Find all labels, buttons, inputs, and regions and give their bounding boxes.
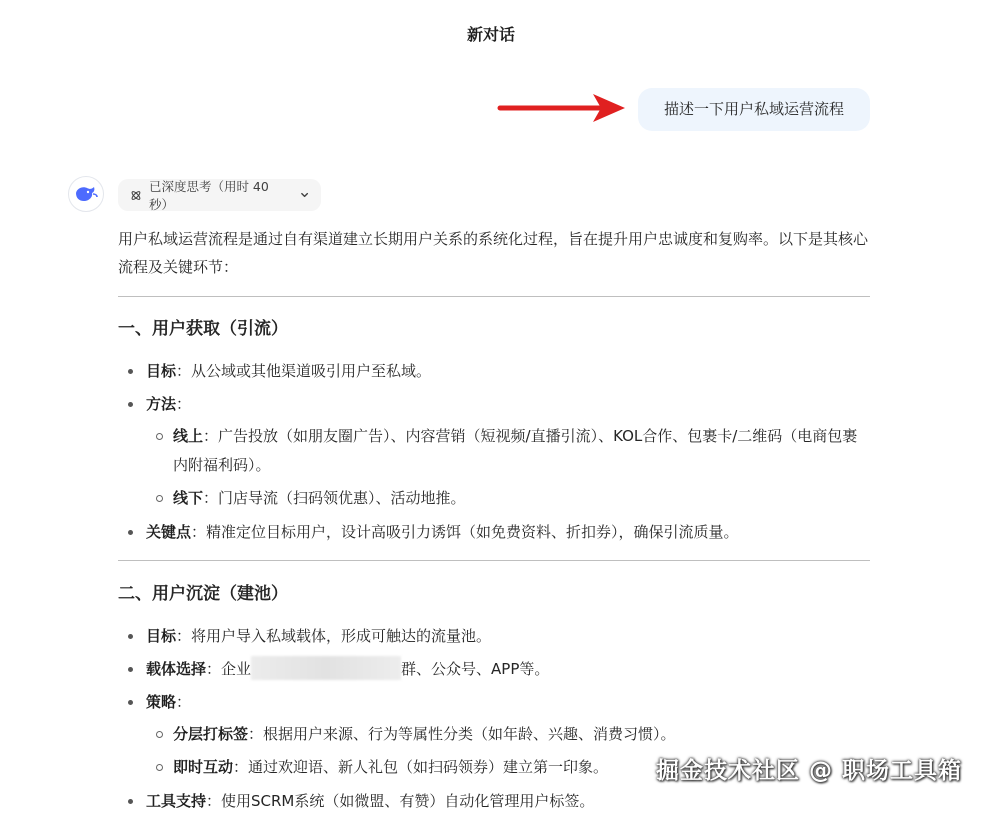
conversation-title: 新对话 <box>466 25 515 44</box>
atom-icon <box>130 189 142 202</box>
assistant-response <box>118 225 870 815</box>
response-intro: 用户私域运营流程是通过自有渠道建立长期用户关系的系统化过程，旨在提升用户忠诚度和复购率。以下是其核心流程及关键环节： <box>118 230 869 276</box>
deepseek-whale-icon <box>74 184 98 204</box>
watermark: 掘金技术社区 @ 职场工具箱 <box>655 758 962 784</box>
list-item: 关键点：精准定位目标用户，设计高吸引力诱饵（如免费资料、折扣券），确保引流质量。 <box>118 518 870 546</box>
list-item: 目标：从公域或其他渠道吸引用户至私域。 <box>118 357 870 385</box>
list-item: 载体选择：企业 群、公众号、APP等。 <box>118 655 870 683</box>
sub-list-item: 线下：门店导流（扫码领优惠）、活动地推。 <box>146 484 870 513</box>
section-heading: 二、用户沉淀（建池） <box>118 584 288 604</box>
list-item: 目标：将用户导入私域载体，形成可触达的流量池。 <box>118 622 870 650</box>
user-message-bubble: 描述一下用户私域运营流程 <box>638 88 870 131</box>
list-item: 策略： 分层打标签：根据用户来源、行为等属性分类（如年龄、兴趣、消费习惯）。 即时互动：通过欢迎语、新人礼包（如扫码领券）建立第一印象。 <box>118 688 870 782</box>
sub-list-item: 分层打标签：根据用户来源、行为等属性分类（如年龄、兴趣、消费习惯）。 <box>146 720 870 749</box>
list-item: 工具支持：使用SCRM系统（如微盟、有赞）自动化管理用户标签。 <box>118 787 870 815</box>
divider <box>118 296 870 297</box>
sub-list <box>146 422 870 513</box>
redacted-region <box>251 656 401 680</box>
sub-list-item: 线上：广告投放（如朋友圈广告）、内容营销（短视频/直播引流）、KOL合作、包裹卡/二维码（电商包裹内附福利码）。 <box>146 422 870 480</box>
sub-list-item: 即时互动：通过欢迎语、新人礼包（如扫码领券）建立第一印象。 <box>146 753 870 782</box>
section-heading: 一、用户获取（引流） <box>118 319 288 339</box>
section-list <box>118 357 870 546</box>
deep-thinking-toggle[interactable] <box>118 179 321 211</box>
list-item: 方法： 线上：广告投放（如朋友圈广告）、内容营销（短视频/直播引流）、KOL合作、包裹卡/二维码（电商包裹内附福利码）。 线下：门店导流（扫码领优惠）、活动地推。 <box>118 390 870 513</box>
chevron-down-icon <box>300 190 309 200</box>
thinking-label: 已深度思考（用时 40 秒） <box>148 179 269 212</box>
red-annotation-arrow <box>497 92 627 124</box>
assistant-avatar <box>68 176 104 212</box>
divider <box>118 560 870 561</box>
section-list <box>118 622 870 815</box>
